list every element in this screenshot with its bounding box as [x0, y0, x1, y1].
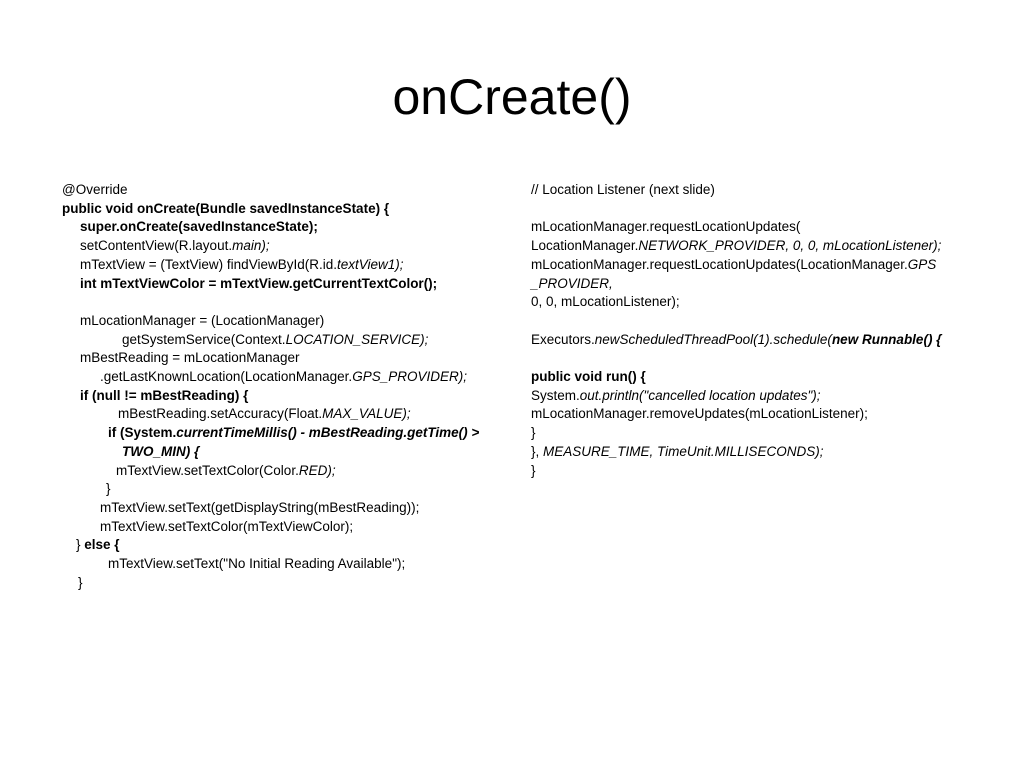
blank-line: [531, 200, 941, 219]
code-line: mTextView.setTextColor(mTextViewColor);: [100, 518, 354, 534]
code-line: }: [531, 425, 536, 441]
code-line: } else {: [76, 537, 120, 553]
code-line: mBestReading = mLocationManager: [80, 350, 300, 366]
code-line: public void run() {: [531, 368, 646, 384]
slide-title: onCreate(): [392, 69, 632, 125]
code-line: int mTextViewColor = mTextView.getCurrentTextColor();: [80, 275, 438, 291]
code-line: Executors.newScheduledThreadPool(1).schedule(new Runnable() {: [531, 331, 942, 347]
code-line: mLocationManager.requestLocationUpdates(: [531, 219, 801, 235]
code-line: }: [106, 481, 111, 497]
code-line: getSystemService(Context.LOCATION_SERVICE);: [122, 331, 429, 347]
code-line: mTextView.setText("No Initial Reading Available");: [108, 556, 406, 572]
code-line: .getLastKnownLocation(LocationManager.GPS_PROVIDER);: [100, 369, 467, 385]
code-line: mBestReading.setAccuracy(Float.MAX_VALUE);: [118, 406, 411, 422]
code-line: super.onCreate(savedInstanceState);: [80, 219, 318, 235]
code-line: @Override: [62, 182, 128, 197]
right-code-block: [531, 181, 941, 480]
code-line: TWO_MIN) {: [122, 443, 200, 459]
code-line: mTextView = (TextView) findViewById(R.id.textView1);: [80, 256, 404, 272]
blank-line: [531, 349, 941, 368]
code-comment: // Location Listener (next slide): [531, 182, 715, 197]
code-line: mTextView.setTextColor(Color.RED);: [116, 462, 336, 478]
code-line: mLocationManager = (LocationManager): [80, 312, 325, 328]
blank-line: [531, 312, 941, 331]
code-line: _PROVIDER,: [531, 275, 613, 291]
code-line: if (System.currentTimeMillis() - mBestReading.getTime() >: [108, 425, 480, 441]
code-line: }, MEASURE_TIME, TimeUnit.MILLISECONDS);: [531, 443, 824, 459]
code-line: }: [531, 462, 536, 478]
left-code-block: [62, 181, 479, 592]
code-line: setContentView(R.layout.main);: [80, 238, 270, 254]
code-line: mLocationManager.removeUpdates(mLocationListener);: [531, 406, 868, 422]
code-line: LocationManager.NETWORK_PROVIDER, 0, 0, mLocationListener);: [531, 238, 942, 254]
blank-line: [62, 293, 479, 312]
code-line: public void onCreate(Bundle savedInstanceState) {: [62, 200, 390, 216]
code-line: mLocationManager.requestLocationUpdates(LocationManager.GPS: [531, 256, 937, 272]
code-line: if (null != mBestReading) {: [80, 387, 249, 403]
code-line: 0, 0, mLocationListener);: [531, 294, 680, 310]
code-line: mTextView.setText(getDisplayString(mBestReading));: [100, 499, 420, 515]
code-line: System.out.println("cancelled location updates");: [531, 387, 821, 403]
code-line: }: [78, 574, 83, 590]
